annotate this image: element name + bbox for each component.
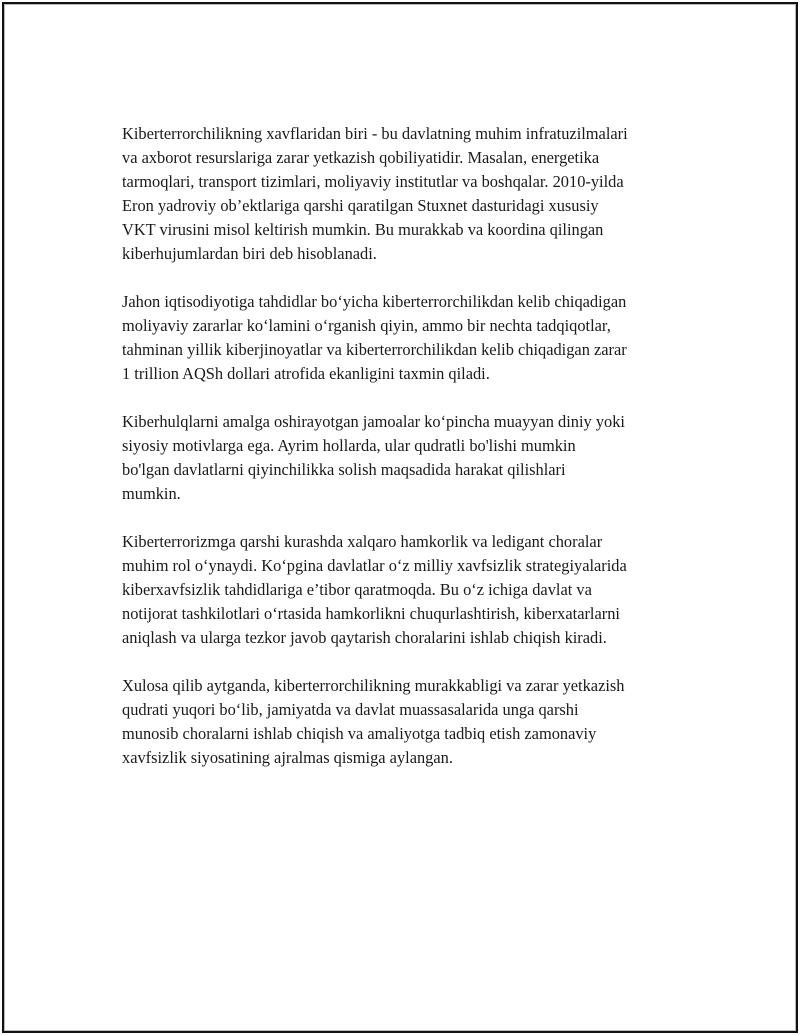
text-line: Kiberhulqlarni amalga oshirayotgan jamoalar ko‘pincha muayyan diniy yoki <box>122 412 625 431</box>
text-line: qudrati yuqori bo‘lib, jamiyatda va davlat muassasalarida unga qarshi <box>122 700 579 719</box>
text-line: Jahon iqtisodiyotiga tahdidlar bo‘yicha kiberterrorchilikdan kelib chiqadigan <box>122 292 627 311</box>
text-line: Kiberterrorizmga qarshi kurashda xalqaro hamkorlik va ledigant choralar <box>122 532 603 551</box>
text-line: 1 trillion AQSh dollari atrofida ekanligini taxmin qiladi. <box>122 364 490 383</box>
paragraph-2 <box>122 290 702 386</box>
text-line: bo'lgan davlatlarni qiyinchilikka solish maqsadida harakat qilishlari <box>122 460 566 479</box>
paragraph-3 <box>122 410 702 506</box>
text-line: VKT virusini misol keltirish mumkin. Bu murakkab va koordina qilingan <box>122 220 604 239</box>
text-line: tahminan yillik kiberjinoyatlar va kiberterrorchilikdan kelib chiqadigan zarar <box>122 340 627 359</box>
page-frame <box>2 2 798 1033</box>
document-body <box>122 122 702 794</box>
text-line: Eron yadroviy ob’ektlariga qarshi qaratilgan Stuxnet dasturidagi xususiy <box>122 196 599 215</box>
text-line: tarmoqlari, transport tizimlari, moliyaviy institutlar va boshqalar. 2010-yilda <box>122 172 624 191</box>
paragraph-5 <box>122 674 702 770</box>
text-line: moliyaviy zararlar ko‘lamini o‘rganish qiyin, ammo bir nechta tadqiqotlar, <box>122 316 611 335</box>
text-line: aniqlash va ularga tezkor javob qaytarish choralarini ishlab chiqish kiradi. <box>122 628 607 647</box>
paragraph-4 <box>122 530 702 650</box>
text-line: Xulosa qilib aytganda, kiberterrorchilikning murakkabligi va zarar yetkazish <box>122 676 625 695</box>
text-line: muhim rol o‘ynaydi. Ko‘pgina davlatlar o‘z milliy xavfsizlik strategiyalarida <box>122 556 627 575</box>
text-line: Kiberterrorchilikning xavflaridan biri - bu davlatning muhim infratuzilmalari <box>122 124 628 143</box>
text-line: kiberhujumlardan biri deb hisoblanadi. <box>122 244 377 263</box>
text-line: notijorat tashkilotlari o‘rtasida hamkorlikni chuqurlashtirish, kiberxatarlarni <box>122 604 620 623</box>
text-line: kiberxavfsizlik tahdidlariga e’tibor qaratmoqda. Bu o‘z ichiga davlat va <box>122 580 592 599</box>
text-line: va axborot resurslariga zarar yetkazish qobiliyatidir. Masalan, energetika <box>122 148 600 167</box>
text-line: munosib choralarni ishlab chiqish va amaliyotga tadbiq etish zamonaviy <box>122 724 597 743</box>
text-line: siyosiy motivlarga ega. Ayrim hollarda, ular qudratli bo'lishi mumkin <box>122 436 576 455</box>
paragraph-1 <box>122 122 702 266</box>
text-line: mumkin. <box>122 484 181 503</box>
text-line: xavfsizlik siyosatining ajralmas qismiga aylangan. <box>122 748 453 767</box>
